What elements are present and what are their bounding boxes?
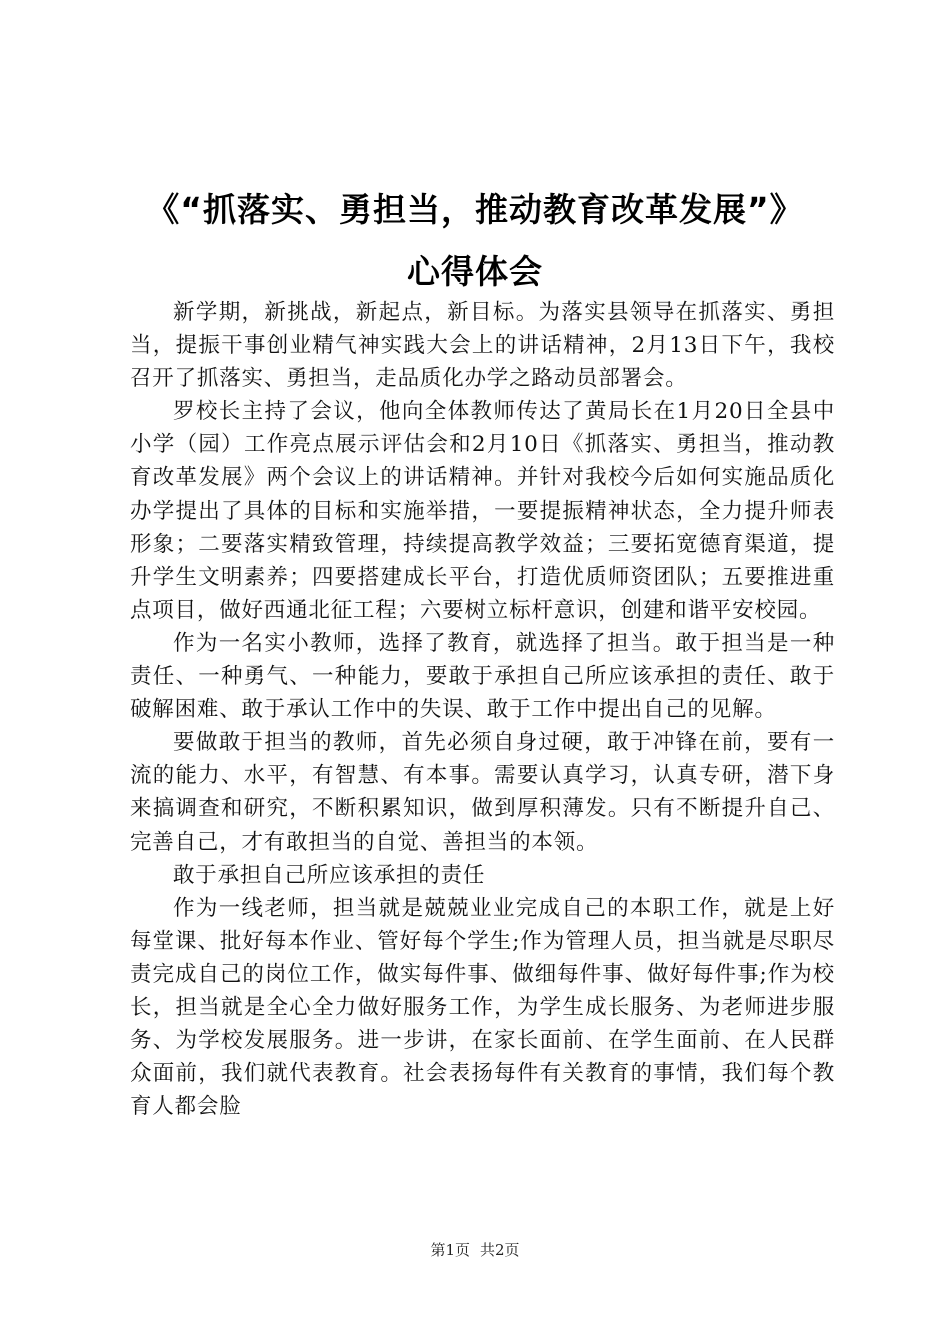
page-footer (0, 1240, 950, 1260)
document-title-line-1: 《“抓落实、勇担当，推动教育改革发展”》 (146, 190, 804, 229)
document-title-line-2: 心得体会 (407, 252, 543, 291)
page-total: 共2页 (480, 1241, 520, 1259)
paragraph: 要做敢于担当的教师，首先必须自身过硬，敢于冲锋在前，要有一流的能力、水平，有智慧、有本事。需要认真学习，认真专研，潜下身来搞调查和研究，不断积累知识，做到厚积薄发。只有不断提升自己、完善自己，才有敢担当的自觉、善担当的本领。 (130, 730, 835, 855)
section-heading: 敢于承担自己所应该承担的责任 (173, 862, 486, 888)
paragraph: 罗校长主持了会议，他向全体教师传达了黄局长在1月20日全县中小学（园）工作亮点展示评估会和2月10日《抓落实、勇担当，推动教育改革发展》两个会议上的讲话精神。并针对我校今后如何实施品质化办学提出了具体的目标和实施举措，一要提振精神状态，全力提升师表形象；二要落实精致管理，持续提高教学效益；三要拓宽德育渠道，提升学生文明素养；四要搭建成长平台，打造优质师资团队；五要推进重点项目，做好西通北征工程；六要树立标杆意识，创建和谐平安校园。 (130, 399, 835, 623)
paragraph: 作为一线老师，担当就是兢兢业业完成自己的本职工作，就是上好每堂课、批好每本作业、管好每个学生;作为管理人员，担当就是尽职尽责完成自己的岗位工作，做实每件事、做细每件事、做好每件事;作为校长，担当就是全心全力做好服务工作，为学生成长服务、为老师进步服务、为学校发展服务。进一步讲，在家长面前、在学生面前、在人民群众面前，我们就代表教育。社会表扬每件有关教育的事情，我们每个教育人都会脸 (130, 895, 835, 1120)
paragraph: 作为一名实小教师，选择了教育，就选择了担当。敢于担当是一种责任、一种勇气、一种能力，要敢于承担自己所应该承担的责任、敢于破解困难、敢于承认工作中的失误、敢于工作中提出自己的见解。 (130, 630, 835, 723)
document-body (130, 296, 835, 1123)
paragraph: 新学期，新挑战，新起点，新目标。为落实县领导在抓落实、勇担当，提振干事创业精气神实践大会上的讲话精神，2月13日下午，我校召开了抓落实、勇担当，走品质化办学之路动员部署会。 (130, 300, 835, 392)
page-number: 第1页 (430, 1241, 470, 1259)
